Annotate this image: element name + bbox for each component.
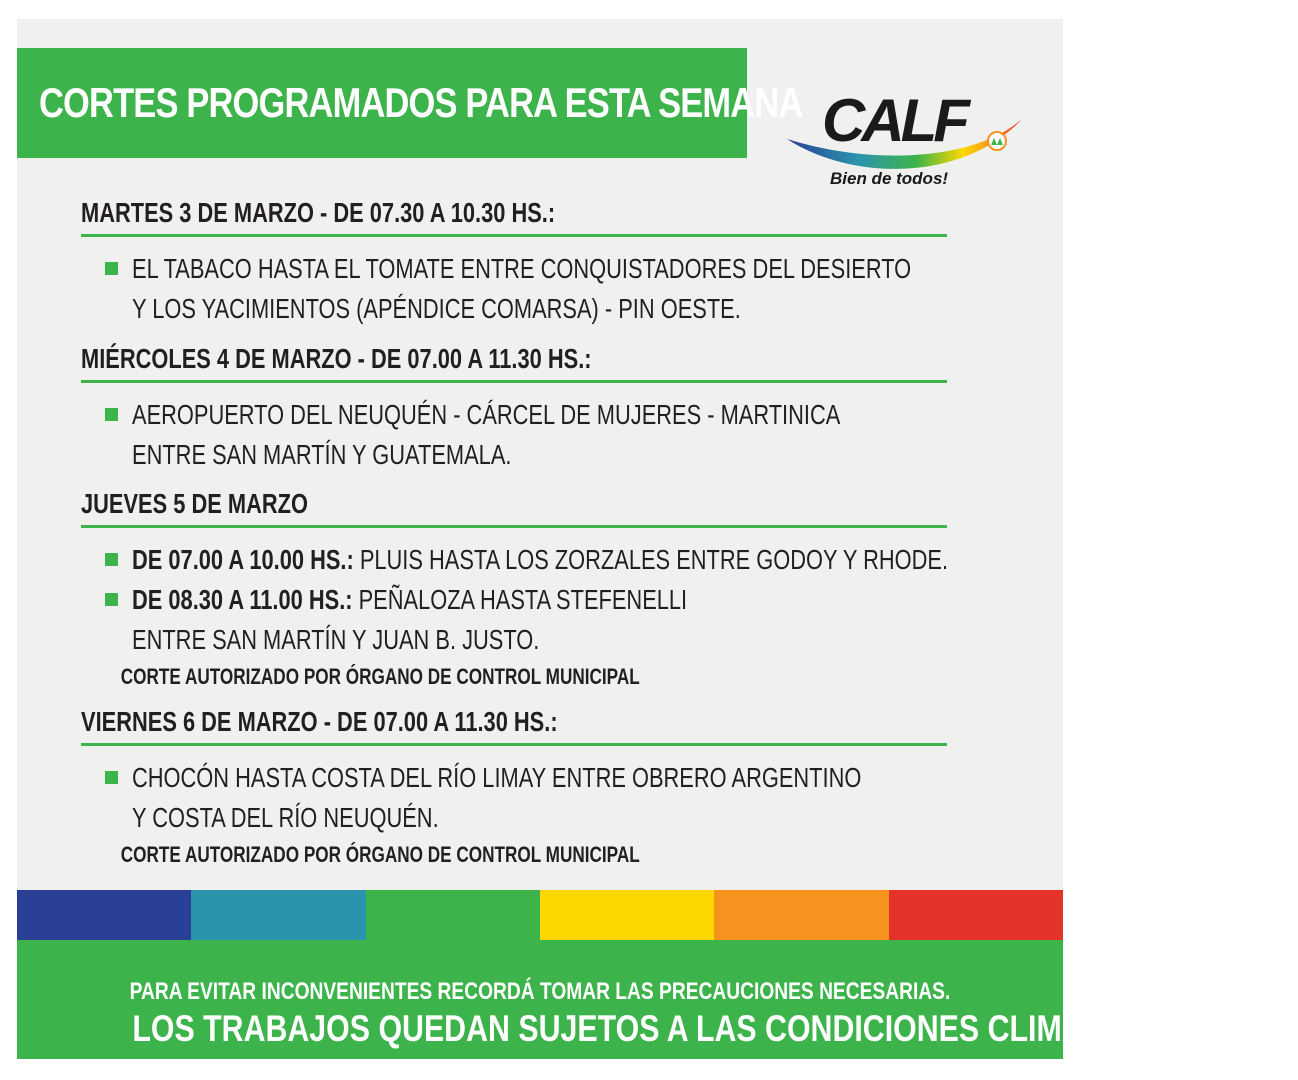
list-item [81,580,947,660]
page-title: CORTES PROGRAMADOS PARA ESTA SEMANA [39,79,803,126]
stripe [17,890,191,940]
day-section-wednesday [81,342,947,475]
item-line: ENTRE SAN MARTÍN Y JUAN B. JUSTO. [132,624,540,655]
announcement-card [17,19,1184,1059]
bullet-icon [105,593,118,606]
divider [81,743,947,746]
list-item [81,395,947,475]
stripe [366,890,540,940]
logo-wordmark: CALF [822,87,966,154]
day-section-thursday [81,487,947,694]
stripe [889,890,1063,940]
day-header: MIÉRCOLES 4 DE MARZO - DE 07.00 A 11.30 HS.: [81,343,592,374]
item-line: Y LOS YACIMIENTOS (APÉNDICE COMARSA) - PIN OESTE. [132,293,741,324]
item-line: DE 07.00 A 10.00 HS.: PLUIS HASTA LOS ZORZALES ENTRE GODOY Y RHODE. [132,544,949,575]
item-line: CHOCÓN HASTA COSTA DEL RÍO LIMAY ENTRE OBRERO ARGENTINO [132,762,862,793]
stripe [714,890,888,940]
bullet-icon [105,262,118,275]
day-header: VIERNES 6 DE MARZO - DE 07.00 A 11.30 HS.: [81,706,558,737]
day-section-friday [81,705,947,872]
bullet-icon [105,771,118,784]
divider [81,380,947,383]
list-item [81,249,947,329]
color-stripes [17,890,1063,940]
item-line: EL TABACO HASTA EL TOMATE ENTRE CONQUISTADORES DEL DESIERTO [132,253,912,284]
bullet-icon [105,553,118,566]
divider [81,234,947,237]
day-section-tuesday [81,196,947,329]
item-line: Y COSTA DEL RÍO NEUQUÉN. [132,802,439,833]
authorization-note: CORTE AUTORIZADO POR ÓRGANO DE CONTROL MUNICIPAL [120,664,640,689]
item-line: ENTRE SAN MARTÍN Y GUATEMALA. [132,439,512,470]
day-header: JUEVES 5 DE MARZO [81,488,308,519]
list-item [81,540,947,580]
divider [81,525,947,528]
stripe [540,890,714,940]
footer-banner [17,940,1184,1059]
authorization-note: CORTE AUTORIZADO POR ÓRGANO DE CONTROL MUNICIPAL [120,842,640,867]
title-banner [17,48,803,158]
logo-tagline: Bien de todos! [830,169,949,188]
stripe [191,890,365,940]
footer-disclaimer: LOS TRABAJOS QUEDAN SUJETOS A LAS CONDICIONES CLIMÁTICAS. [132,1008,1184,1049]
item-line: AEROPUERTO DEL NEUQUÉN - CÁRCEL DE MUJERES - MARTINICA [132,399,841,430]
logo-emblem-icon [988,132,1006,150]
calf-logo [777,79,1037,209]
footer-warning: PARA EVITAR INCONVENIENTES RECORDÁ TOMAR LAS PRECAUCIONES NECESARIAS. [129,978,951,1005]
bullet-icon [105,408,118,421]
item-line: DE 08.30 A 11.00 HS.: PEÑALOZA HASTA STEFENELLI [132,584,688,615]
day-header: MARTES 3 DE MARZO - DE 07.30 A 10.30 HS.: [81,197,556,228]
list-item [81,758,947,838]
